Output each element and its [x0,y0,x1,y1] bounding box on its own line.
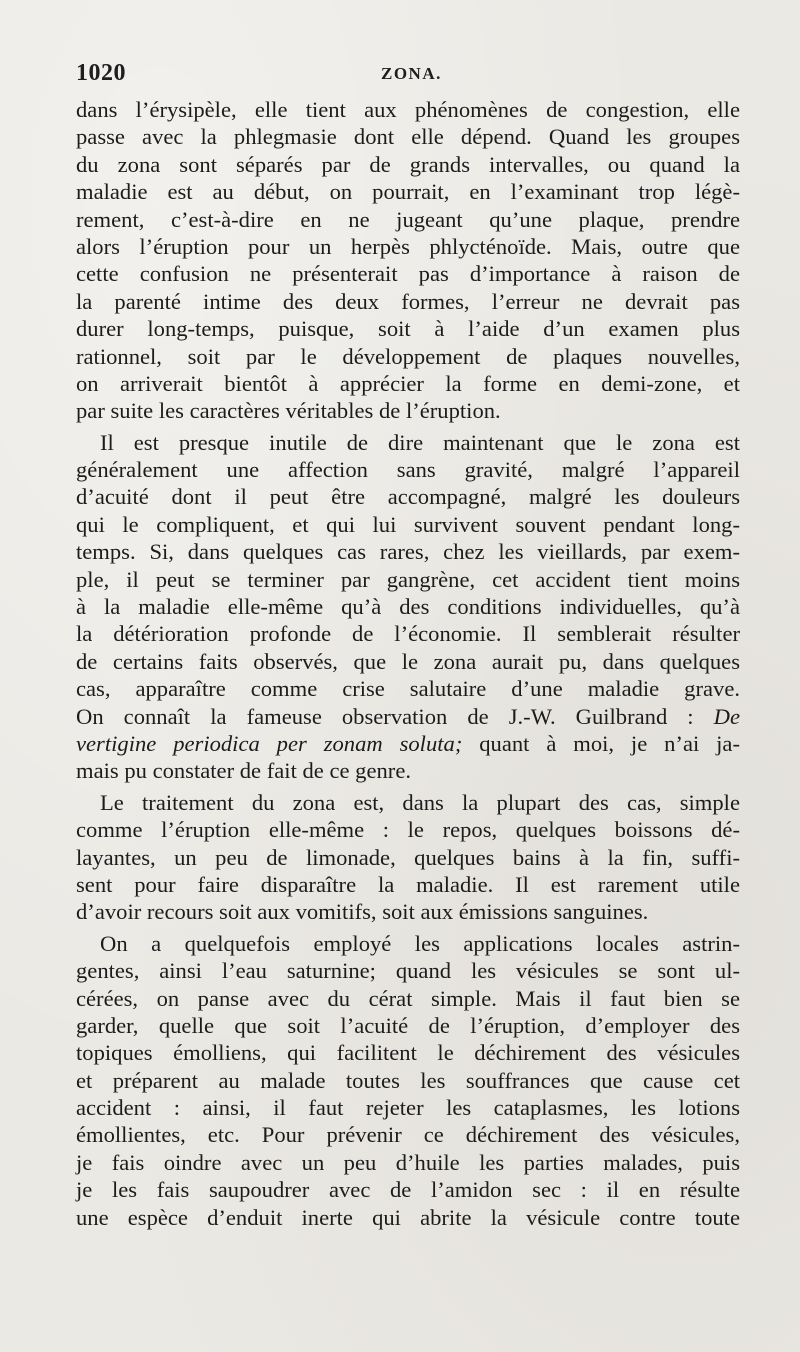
text-line: cérées, on panse avec du cérat simple. Mais il faut bien se [76,985,740,1011]
text-line: garder, quelle que soit l’acuité de l’éruption, d’employer des [76,1012,740,1038]
text-line: accident : ainsi, il faut rejeter les cataplasmes, les lotions [76,1095,740,1121]
text-line: layantes, un peu de limonade, quelques bains à la fin, suffi- [76,844,740,870]
text-line: Il est presque inutile de dire maintenant que le zona est [100,429,740,455]
text-line: temps. Si, dans quelques cas rares, chez les vieillards, par exem- [76,539,740,565]
text-line: d’acuité dont il peut être accompagné, malgré les douleurs [76,484,740,510]
text-line: je fais oindre avec un peu d’huile les parties malades, puis [76,1149,740,1175]
text-line: qui le compliquent, et qui lui survivent souvent pendant long- [76,511,740,537]
text-line: dans l’érysipèle, elle tient aux phénomènes de congestion, elle [76,97,740,122]
text-line: la parenté intime des deux formes, l’erreur ne devrait pas [76,288,740,314]
text-line: une espèce d’enduit inerte qui abrite la vésicule contre toute [76,1204,740,1230]
text-line: On a quelquefois employé les applications locales astrin- [100,930,740,956]
paragraph [76,429,740,785]
text-line: alors l’éruption pour un herpès phlycténoïde. Mais, outre que [76,233,740,259]
text-line: à la maladie elle-même qu’à des conditions individuelles, qu’à [76,594,740,620]
text-line: mais pu constater de fait de ce genre. [76,758,411,784]
text-line: topiques émolliens, qui facilitent le déchirement des vésicules [76,1040,740,1066]
text-line: cas, apparaître comme crise salutaire d’une maladie grave. [76,676,740,702]
text-line: d’avoir recours soit aux vomitifs, soit aux émissions sanguines. [76,899,649,925]
paragraph [76,930,740,1231]
text-line: généralement une affection sans gravité, malgré l’appareil [76,457,740,483]
text-line: rement, c’est-à-dire en ne jugeant qu’une plaque, prendre [76,206,740,232]
text-line: et préparent au malade toutes les souffrances que cause cet [76,1067,740,1093]
text-line: du zona sont séparés par de grands intervalles, ou quand la [76,151,740,177]
text-line: on arriverait bientôt à apprécier la forme en demi-zone, et [76,370,740,396]
italic-title-text: De [713,703,740,729]
text-line: la détérioration profonde de l’économie. Il semblerait résulter [76,621,740,647]
running-title: ZONA. [381,64,442,83]
text-line: je les fais saupoudrer avec de l’amidon sec : il en résulte [76,1177,740,1203]
text-line: sent pour faire disparaître la maladie. Il est rarement utile [76,871,740,897]
text-line: Le traitement du zona est, dans la plupart des cas, simple [100,789,740,815]
roman-text: On connaît la fameuse observation de J.-W. Guilbrand : [76,703,714,729]
italic-title-text: vertigine periodica per zonam soluta; [76,730,463,756]
text-line-with-italic [76,703,740,730]
running-head [76,60,740,90]
text-line: par suite les caractères véritables de l’éruption. [76,398,501,424]
text-line: rationnel, soit par le développement de plaques nouvelles, [76,343,740,369]
text-line: maladie est au début, on pourrait, en l’examinant trop légè- [76,179,740,205]
body-text [76,96,740,1231]
text-line: ple, il peut se terminer par gangrène, cet accident tient moins [76,566,740,592]
text-line: comme l’éruption elle-même : le repos, quelques boissons dé- [76,817,740,843]
roman-text: quant à moi, je n’ai ja- [462,730,740,756]
paragraph [76,96,740,425]
text-line: passe avec la phlegmasie dont elle dépend. Quand les groupes [76,124,740,150]
text-line: de certains faits observés, que le zona aurait pu, dans quelques [76,648,740,674]
paragraph [76,789,740,926]
text-line-with-italic [76,730,740,757]
text-line: émollientes, etc. Pour prévenir ce déchirement des vésicules, [76,1122,740,1148]
text-line: cette confusion ne présenterait pas d’importance à raison de [76,261,740,287]
text-line: durer long-temps, puisque, soit à l’aide d’un examen plus [76,316,740,342]
page-number: 1020 [76,60,126,86]
text-line: gentes, ainsi l’eau saturnine; quand les vésicules se sont ul- [76,958,740,984]
